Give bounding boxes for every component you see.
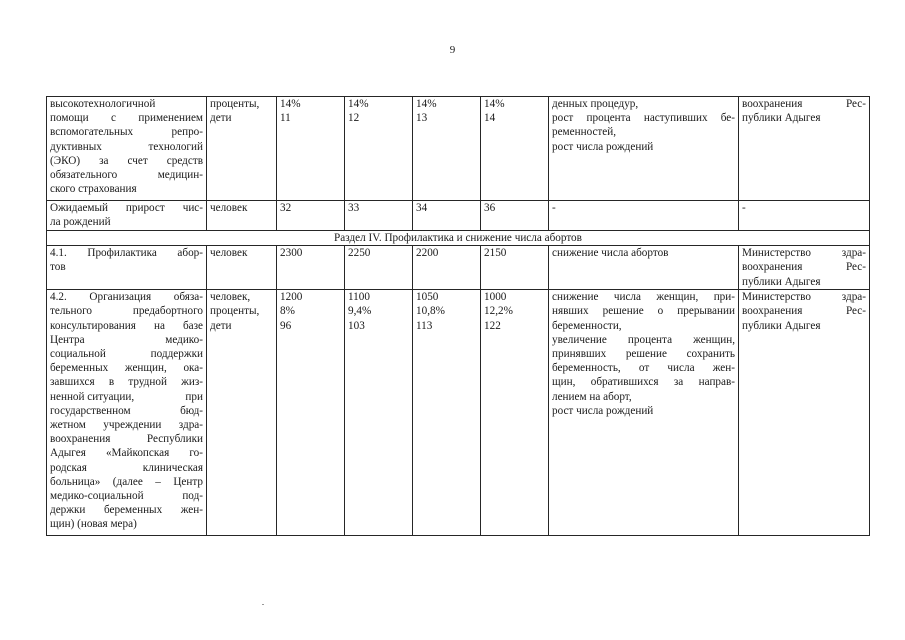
cell-line: публики Адыгея [742,112,821,125]
cell-line: 2250 [348,247,371,260]
responsible-cell [739,201,870,231]
table-row [47,290,870,536]
cell-line: проценты, [210,305,260,318]
cell-line: социальной поддержки [50,348,203,361]
cell-line: тов [50,261,66,274]
measure-cell [47,290,207,536]
cell-word: государственном [50,404,131,417]
unit-cell [207,290,277,536]
cell-line: - [742,202,746,214]
cell-line: рост числа рождений [552,404,654,417]
cell-line: 34 [416,202,428,214]
year-2-cell [345,290,413,536]
year-3-cell [413,201,481,231]
cell-line: 103 [348,319,365,332]
cell-line: ла рождений [50,216,111,229]
cell-line: снижение числа женщин, при- [552,291,735,304]
cell-line: публики Адыгея [742,319,821,332]
cell-line: воохранения Рес- [742,261,866,274]
cell-word: клиническая [142,461,203,474]
cell-line: 1100 [348,291,370,304]
cell-line: Министерство здра- [742,247,866,260]
cell-line: лением на аборт, [552,390,632,403]
result-cell [549,201,739,231]
cell-line: 13 [416,112,428,125]
responsible-cell [739,246,870,290]
cell-line: 14% [484,98,505,110]
year-3-cell [413,290,481,536]
cell-line: вспомогательных репро- [50,126,203,139]
cell-line: ского страхования [50,183,137,196]
measures-table [46,96,870,536]
year-3-cell [413,246,481,290]
cell-word: при [185,390,203,403]
cell-word: медико- [165,333,203,346]
table-body [47,97,870,536]
cell-line [50,461,203,475]
cell-word: бюд- [180,404,203,417]
cell-line: Министерство здра- [742,291,866,304]
unit-cell [207,97,277,201]
cell-line: человек, [210,291,251,304]
year-1-cell [277,201,345,231]
cell-line: 36 [484,202,496,214]
cell-line: Адыгея «Майкопская го- [50,447,203,460]
table-row [47,201,870,231]
cell-line: рост числа рождений [552,140,654,153]
cell-line: беременных женщин, ока- [50,362,203,375]
cell-line: человек [210,247,248,260]
cell-line: 122 [484,319,501,332]
cell-line: проценты, [210,98,260,110]
result-cell [549,290,739,536]
cell-line: 1050 [416,291,439,304]
cell-line: дети [210,112,232,125]
cell-line: денных процедур, [552,98,639,110]
cell-line: помощи с применением [50,112,203,125]
cell-line: 96 [280,319,292,332]
measure-cell [47,246,207,290]
year-4-cell [481,97,549,201]
unit-cell [207,201,277,231]
cell-line: принявших решение сохранить [552,348,735,361]
cell-line: публики Адыгея [742,275,821,288]
year-4-cell [481,201,549,231]
cell-line: жетном учреждении здра- [50,419,203,432]
cell-line: воохранения Рес- [742,98,866,110]
year-2-cell [345,246,413,290]
cell-line: щин, обратившихся за направ- [552,376,735,389]
year-4-cell [481,290,549,536]
cell-line: 10,8% [416,305,445,318]
cell-line: дети [210,319,232,332]
year-1-cell [277,246,345,290]
year-2-cell [345,201,413,231]
cell-line: 2150 [484,247,507,260]
table-row [47,97,870,201]
cell-line: тельного предабортного [50,305,203,318]
cell-line: завшихся в трудной жиз- [50,376,203,389]
measure-cell [47,201,207,231]
table-row [47,246,870,290]
year-2-cell [345,97,413,201]
responsible-cell [739,290,870,536]
cell-line: щин) (новая мера) [50,518,137,531]
cell-line: нявших решение о прерывании [552,305,735,318]
cell-word: родская [50,461,87,474]
year-1-cell [277,97,345,201]
cell-line: рост процента наступивших бе- [552,112,735,125]
cell-line: держки беременных жен- [50,504,203,517]
cell-line: Ожидаемый прирост чис- [50,202,203,214]
year-3-cell [413,97,481,201]
cell-line: 1000 [484,291,507,304]
cell-line: больница» (далее – Центр [50,475,203,488]
section-title: Раздел IV. Профилактика и снижение числа абортов [47,231,870,246]
cell-line: дуктивных технологий [50,140,203,153]
section-row [47,231,870,246]
cell-line [50,404,203,418]
result-cell [549,246,739,290]
cell-line: 14% [280,98,301,110]
unit-cell [207,246,277,290]
cell-line: 12,2% [484,305,513,318]
cell-line: человек [210,202,248,214]
cell-line: 14 [484,112,496,125]
cell-line: 8% [280,305,295,318]
cell-line: 1200 [280,291,303,304]
cell-word: Центра [50,333,85,346]
cell-line: медико-социальной под- [50,490,203,503]
year-4-cell [481,246,549,290]
cell-word: ненной ситуации, [50,390,135,403]
page-number: 9 [449,44,456,56]
cell-line: воохранения Рес- [742,305,866,318]
cell-line: 2200 [416,247,439,260]
cell-line: 33 [348,202,360,214]
cell-line: 9,4% [348,305,372,318]
cell-line: - [552,202,556,214]
measure-cell [47,97,207,201]
cell-line: беременности, [552,319,622,332]
cell-line [50,390,203,404]
cell-line: беременность, от числа жен- [552,362,735,375]
cell-line: 14% [416,98,437,110]
cell-line: 4.1. Профилактика абор- [50,247,203,260]
cell-line: 32 [280,202,292,214]
cell-line: высокотехнологичной [50,98,156,110]
cell-line: увеличение процента женщин, [552,333,735,346]
cell-line: 2300 [280,247,303,260]
cell-line [50,333,203,347]
cell-line: ременностей, [552,126,617,139]
cell-line: обязательного медицин- [50,169,203,182]
cell-line: 4.2. Организация обяза- [50,291,203,304]
year-1-cell [277,290,345,536]
result-cell [549,97,739,201]
responsible-cell [739,97,870,201]
scan-speck [262,604,264,605]
cell-line: 113 [416,319,433,332]
cell-line: 12 [348,112,360,125]
cell-line: консультирования на базе [50,319,203,332]
cell-line: 11 [280,112,291,125]
cell-line: (ЭКО) за счет средств [50,154,203,167]
cell-line: 14% [348,98,369,110]
cell-line: воохранения Республики [50,433,203,446]
cell-line: снижение числа абортов [552,247,669,260]
